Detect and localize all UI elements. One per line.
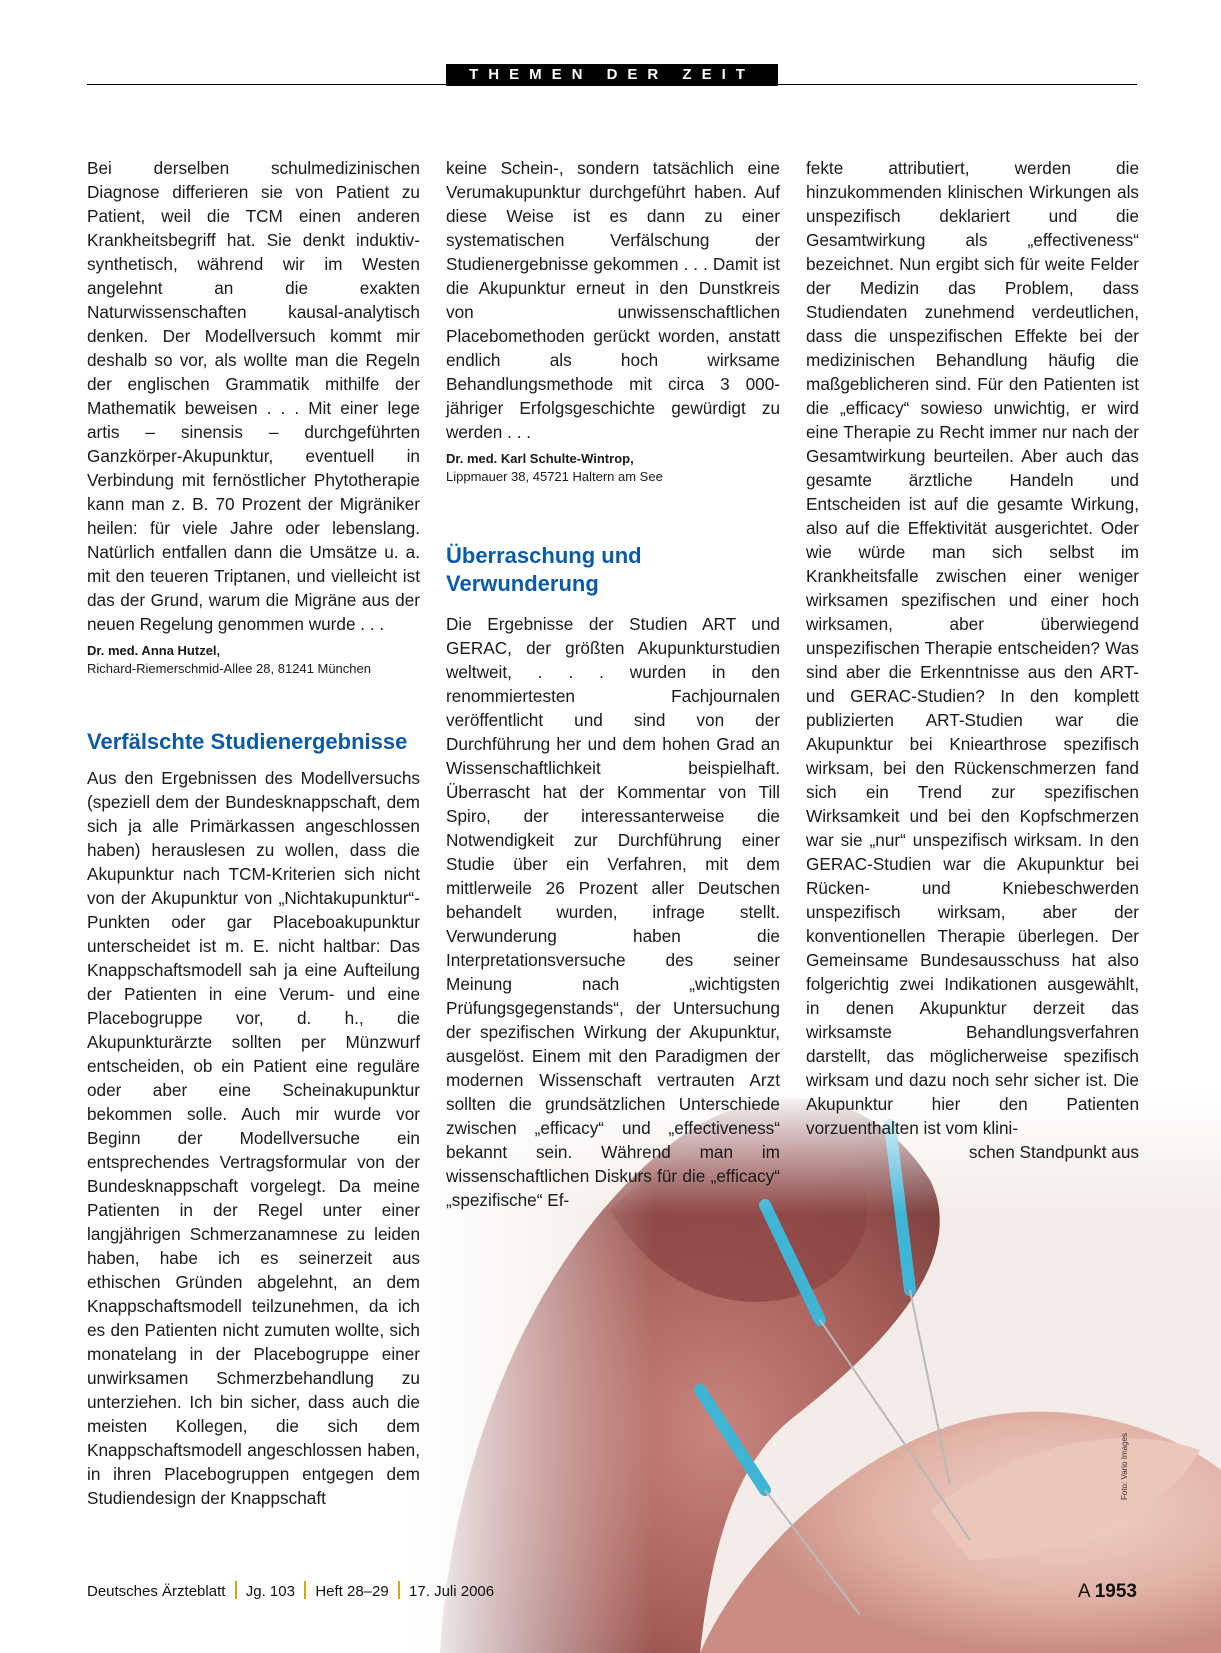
letter-text: Die Ergebnisse der Studien ART und GERAC, der größten Akupunkturstudien weltweit, . . . wurden in den renommiertesten Fachjournalen veröffentlicht und sind von der Durchführung her und dem hohen Grad an Wissenschaftlichkeit beispielhaft. Überrascht hat der Kommentar von Till Spiro, der interessanterweise die Notwendigkeit zur Durchführung einer Studie über ein Verfahren, mit dem mittlerweile 26 Prozent aller Deutschen behandelt wurden, infrage stellt. Verwunderung haben die Interpretationsversuche des seiner Meinung nach „wichtigsten Prüfungsgegenstands“, der Untersuchung der spezifischen Wirkung der Akupunktur, ausgelöst. Einem mit den Paradigmen der modernen Wissenschaft vertrauten Arzt sollten die grundsätzlichen Unterschiede zwischen „efficacy“ und „effectiveness“ bekannt sein. Während man im wissenschaftlichen Diskurs für die „efficacy“ „spezifische“ Ef- <box>446 614 780 1210</box>
author-address: Lippmauer 38, 45721 Haltern am See <box>446 469 663 484</box>
letter-text: fekte attributiert, werden die hinzukommenden klinischen Wirkungen als unspezifisch deklariert und die Gesamtwirkung als „effectiveness“ bezeichnet. Nun ergibt sich für weite Felder der Medizin das Problem, dass Studiendaten zunehmend verdeutlichen, dass die unspezifischen Effekte bei der medizinischen Behandlung häufig die maßgeblicheren sind. Für den Patienten ist die „efficacy“ sowieso unwichtig, er wird eine Therapie zu Recht immer nur nach der Gesamtwirkung beurteilen. Aber auch das gesamte ärztliche Handeln und Entscheiden ist auf die gesamte Wirkung, also auf die Effektivität ausgerichtet. Oder wie würde man sich selbst im Krankheitsfalle zwischen einer weniger wirksamen spezifischen und einer hoch wirksamen, aber überwiegend unspezifischen Therapie entscheiden? Was sind aber die Erkenntnisse aus den ART- und GERAC-Studien? In den komplett publizierten ART-Studien war die Akupunktur bei Kniearthrose spezifisch wirksam, bei den Rückenschmerzen fand sich ein Trend zur spezifischen Wirksamkeit und bei den Kopfschmerzen war sie „nur“ unspezifisch wirksam. In den GERAC-Studien war die Akupunktur bei Rücken- und Kniebeschwerden unspezifisch wirksam, aber der konventionellen Therapie überlegen. Der Gemeinsame Bundesausschuss hat also folgerichtig zwei Indikationen ausgewählt, in denen Akupunktur derzeit das wirksamste Behandlungsverfahren darstellt, das möglicherweise spezifisch wirksam und dazu noch sehr sicher ist. Die Akupunktur hier den Patienten vorzuenthalten ist vom klini- <box>806 158 1139 1138</box>
journal-issue: Heft 28–29 <box>315 1583 389 1600</box>
letter-text: Bei derselben schulmedizinischen Diagnose differieren sie von Patient zu Patient, weil die TCM einen anderen Krankheitsbegriff hat. Sie denkt induktiv-synthetisch, während wir im Westen angelehnt an die exakten Naturwissenschaften kausal-analytisch denken. Der Modellversuch kommt mir deshalb so vor, als wollte man die Regeln der englischen Grammatik mithilfe der Mathematik beweisen . . . Mit einer lege artis – sinensis – durchgeführten Ganzkörper-Akupunktur, eventuell in Verbindung mit fernöstlicher Phytotherapie kann man z. B. 70 Prozent der Migräniker heilen: für viele Jahre oder lebenslang. Natürlich entfallen dann die Umsätze u. a. mit den teueren Triptanen, und vielleicht ist das der Grund, warum die Migräne aus der neuen Regelung genommen wurde . . . <box>87 158 420 634</box>
letter-text: Aus den Ergebnissen des Modellversuchs (speziell dem der Bundesknappschaft, dem sich ja alle Primärkassen angeschlossen haben) herauslesen zu wollen, dass die Akupunktur nach TCM-Kriterien sich nicht von der Akupunktur von „Nichtakupunktur“-Punkten oder gar Placeboakupunktur unterscheidet ist m. E. nicht haltbar: Das Knappschaftsmodell sah ja eine Aufteilung der Patienten in eine Verum- und eine Placebogruppe vor, d. h., die Akupunkturärzte sollten per Münzwurf entscheiden, ob ein Patient eine reguläre oder aber eine Scheinakupunktur bekommen solle. Auch mir wurde vor Beginn der Modellversuche ein entsprechendes Vertragsformular von der Bundesknappschaft vorgelegt. Da meine Patienten in der Regel unter einer langjährigen Schmerzanamnese zu leiden haben, habe ich es seinerzeit aus ethischen Gründen abgelehnt, an dem Knappschaftsmodell teilzunehmen, da ich es den Patienten nicht zumuten wollte, sich monatelang in der Placebogruppe einer unwirksamen Schmerzbehandlung zu unterziehen. Ich bin sicher, dass auch die meisten Kollegen, die sich dem Knappschaftsmodell angeschlossen haben, in ihren Placebogruppen entgegen dem Studiendesign der Knappschaft <box>87 768 420 1508</box>
column-1 <box>87 156 420 1510</box>
letter-text-end: schen Standpunkt aus <box>968 1142 1139 1162</box>
page-number-value: 1953 <box>1094 1581 1137 1602</box>
page-number <box>1078 1580 1137 1604</box>
footer-separator <box>235 1581 237 1599</box>
journal-name: Deutsches Ärzteblatt <box>87 1583 226 1600</box>
section-header: THEMEN DER ZEIT <box>446 64 778 86</box>
author-address: Richard-Riemerschmid-Allee 28, 81241 München <box>87 661 371 676</box>
column-3 <box>806 156 1139 1164</box>
page-footer <box>87 1580 1137 1604</box>
column-2 <box>446 156 780 1212</box>
section-heading: Überraschung und Verwunderung <box>446 543 642 596</box>
section-heading: Verfälschte Studienergebnisse <box>87 729 408 754</box>
photo-credit: Foto: Vario Images <box>1120 1433 1129 1500</box>
journal-volume: Jg. 103 <box>245 1583 295 1600</box>
author-name: Dr. med. Anna Hutzel, <box>87 643 221 658</box>
page-prefix: A <box>1077 1581 1090 1602</box>
footer-separator <box>398 1581 400 1599</box>
author-name: Dr. med. Karl Schulte-Wintrop, <box>446 451 634 466</box>
footer-separator <box>304 1581 306 1599</box>
issue-date: 17. Juli 2006 <box>409 1583 495 1600</box>
letter-text: keine Schein-, sondern tatsächlich eine Verumakupunktur durchgeführt haben. Auf diese Weise ist es dann zu einer systematischen Verfälschung der Studienergebnisse gekommen . . . Damit ist die Akupunktur erneut in den Dunstkreis von unwissenschaftlichen Placebomethoden gerückt worden, anstatt endlich als hoch wirksame Behandlungsmethode mit circa 3 000-jähriger Erfolgsgeschichte gewürdigt zu werden . . . <box>446 158 780 442</box>
